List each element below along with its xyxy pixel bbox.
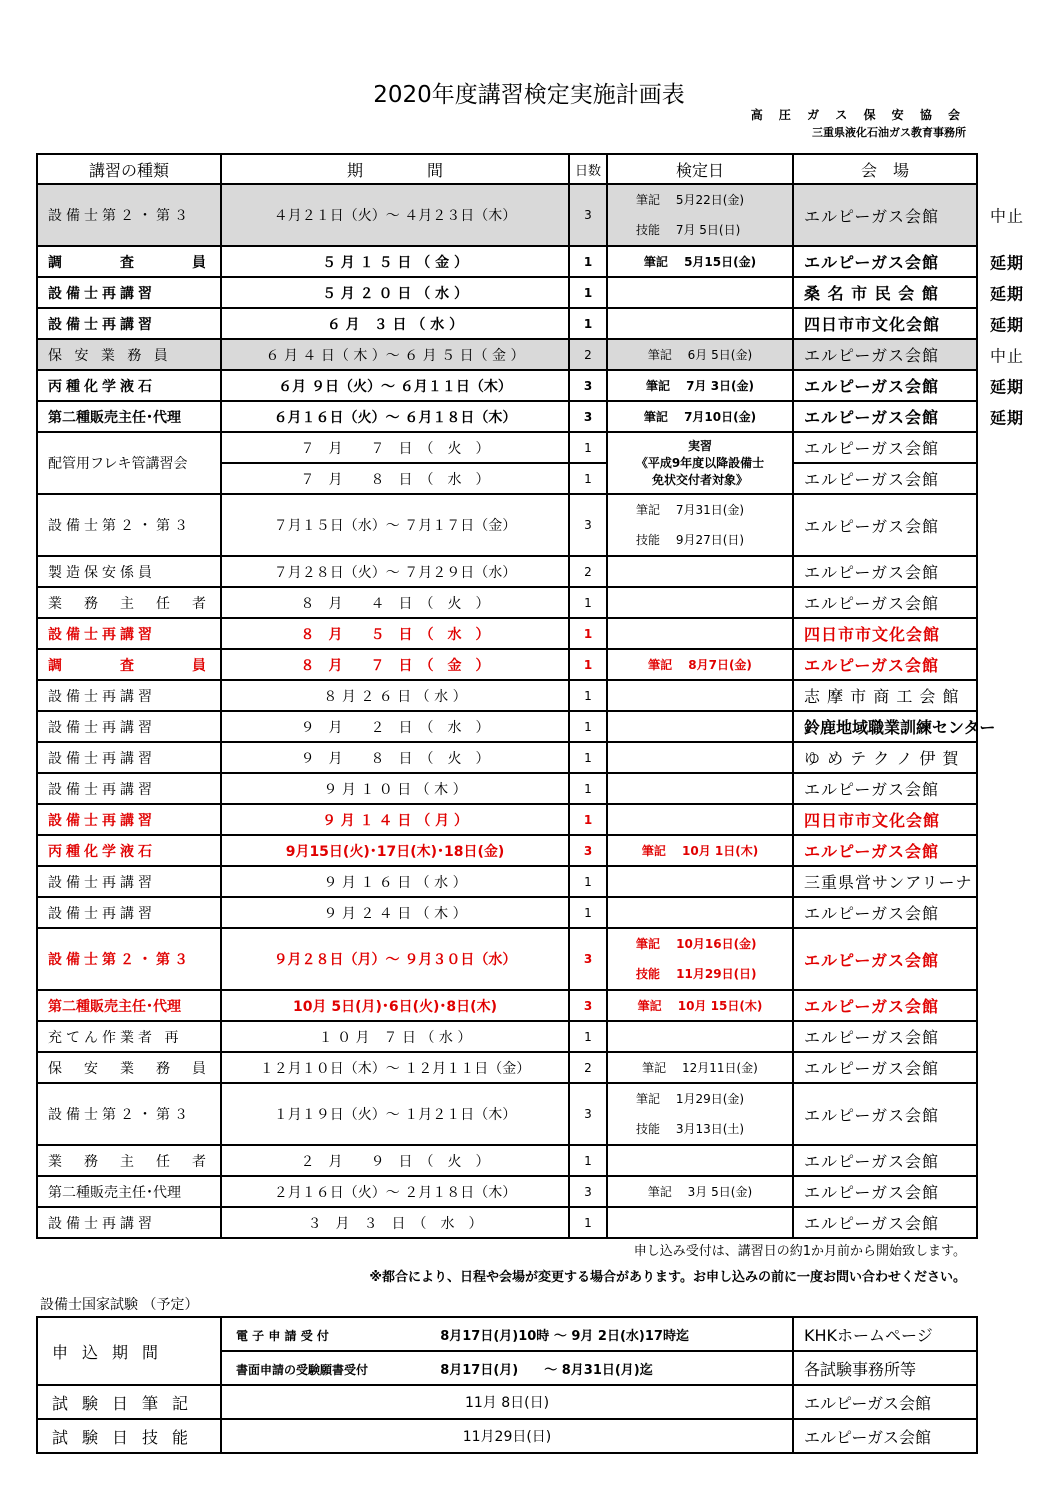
exam-row-practical [37,1419,977,1453]
days-cell: 3 [569,928,607,990]
table-row [37,308,977,339]
days-cell: 1 [569,277,607,308]
course-cell: 調 査 員 [37,246,221,277]
venue-cell: エルピーガス会館 [793,897,977,928]
paper-apply-venue: 各試験事務所等 [793,1351,977,1385]
e-apply-dates: 8月17日(月)10時 ～ 9月 2日(水)17時迄 [440,1328,689,1344]
inspection-cell [607,370,793,401]
table-row [37,773,977,804]
schedule-rows [37,184,1024,1238]
course-cell: 業 務 主 任 者 [37,587,221,618]
days-cell: 1 [569,1207,607,1238]
period-cell: ６ 月 ３ 日 （ 水 ） [221,308,569,339]
inspection-cell [607,556,793,587]
days-cell: 1 [569,1021,607,1052]
period-cell: ７月２８日（火）～ ７月２９日（水） [221,556,569,587]
days-cell: 3 [569,1176,607,1207]
days-cell: 3 [569,401,607,432]
days-cell: 2 [569,556,607,587]
course-cell: 設備士第２・第３ [37,1083,221,1145]
course-cell: 設備士再講習 [37,773,221,804]
table-header-row [37,154,977,184]
inspection-line: 筆記 7月31日(金) [636,503,745,517]
table-row [37,432,977,463]
period-cell: ２ 月 ９ 日 （ 火 ） [221,1145,569,1176]
header-inspection: 検定日 [607,154,793,184]
days-cell: 3 [569,184,607,246]
table-row [37,587,977,618]
days-cell: 1 [569,1145,607,1176]
venue-cell: 四日市市文化会館 [793,618,977,649]
table-row [37,649,977,680]
period-cell: ９ 月 １ ０ 日 （ 木 ） [221,773,569,804]
period-cell: 10月 5日(月)･6日(火)･8日(木) [221,990,569,1021]
inspection-line: 《平成9年度以降設備士 [635,455,765,470]
inspection-cell [607,804,793,835]
venue-cell: エルピーガス会館 [793,556,977,587]
venue-cell: エルピーガス会館 [793,928,977,990]
period-cell: ８ 月 ４ 日 （ 火 ） [221,587,569,618]
inspection-cell [607,990,793,1021]
course-cell: 第二種販売主任･代理 [37,990,221,1021]
written-exam-date: 11月 8日(日) [221,1385,793,1419]
days-cell: 1 [569,649,607,680]
course-cell: 設備士第２・第３ [37,184,221,246]
table-row [37,835,977,866]
inspection-line: 筆記 5月15日(金) [643,255,757,269]
written-exam-label: 試験日筆記 [37,1385,221,1419]
course-cell: 保 安 業 務 員 [37,1052,221,1083]
inspection-line: 筆記 10月 1日(木) [641,844,759,858]
inspection-line: 技能 9月27日(日) [636,533,745,547]
inspection-line: 筆記 7月10日(金) [643,410,757,424]
inspection-cell [607,1052,793,1083]
table-row [37,370,977,401]
inspection-cell [607,1145,793,1176]
inspection-line: 実習 [687,438,712,453]
days-cell: 1 [569,897,607,928]
days-cell: 3 [569,494,607,556]
days-cell: 2 [569,1052,607,1083]
inspection-cell [607,1083,793,1145]
schedule-table [36,153,1024,1239]
table-row [37,742,977,773]
footer-note: 申し込み受付は、講習日の約1か月前から開始致します。 [633,1244,966,1259]
table-row [37,1052,977,1083]
course-cell: 設備士再講習 [37,866,221,897]
exam-section-title: 設備士国家試験 （予定） [40,1297,199,1313]
table-row [37,897,977,928]
table-row [37,401,977,432]
period-cell: ８ 月 ７ 日 （ 金 ） [221,649,569,680]
status-note: 延期 [989,377,1024,396]
status-note: 中止 [989,346,1024,365]
course-cell: 設備士再講習 [37,680,221,711]
inspection-cell [607,649,793,680]
days-cell: 1 [569,804,607,835]
venue-cell: エルピーガス会館 [793,1176,977,1207]
venue-cell: 桑 名 市 民 会 館 延期 [793,277,977,308]
practical-exam-date: 11月29日(日) [221,1419,793,1453]
days-cell: 1 [569,773,607,804]
table-row [37,1176,977,1207]
period-cell: ９ 月 １ ６ 日 （ 水 ） [221,866,569,897]
inspection-cell [607,587,793,618]
inspection-line: 技能 7月 5日(日) [636,223,741,237]
table-row [37,928,977,990]
course-cell: 設備士再講習 [37,711,221,742]
table-row [37,680,977,711]
inspection-cell [607,308,793,339]
inspection-cell [607,866,793,897]
venue-cell: エルピーガス会館 [793,1021,977,1052]
exam-table [36,1316,978,1454]
table-row [37,184,977,246]
period-cell: ９ 月 １ ４ 日 （ 月 ） [221,804,569,835]
period-cell: ８ 月 ５ 日 （ 水 ） [221,618,569,649]
period-cell: １ ０ 月 ７ 日 （ 水 ） [221,1021,569,1052]
inspection-line: 技能 3月13日(土) [636,1122,745,1136]
e-apply-venue: KHKホームページ [793,1317,977,1351]
inspection-cell [607,277,793,308]
inspection-cell [607,897,793,928]
days-cell: 1 [569,432,607,463]
inspection-line: 免状交付者対象》 [651,472,748,487]
venue-cell: 四日市市文化会館 延期 [793,308,977,339]
course-cell: 調 査 員 [37,649,221,680]
course-cell: 保 安 業 務 員 [37,339,221,370]
venue-cell: エルピーガス会館 [793,1083,977,1145]
course-cell: 丙種化学液石 [37,370,221,401]
inspection-line: 筆記 1月29日(金) [636,1092,745,1106]
table-row [37,618,977,649]
course-cell: 製造保安係員 [37,556,221,587]
apply-period-label: 申込期間 [37,1317,221,1385]
table-row [37,866,977,897]
table-row [37,1083,977,1145]
paper-apply-label: 書面申請の受験願書受付 [236,1362,369,1377]
course-cell: 第二種販売主任･代理 [37,401,221,432]
venue-cell: エルピーガス会館 [793,494,977,556]
table-row [37,1145,977,1176]
status-note: 延期 [989,315,1024,334]
course-cell: 設備士再講習 [37,742,221,773]
venue-cell: 志 摩 市 商 工 会 館 [793,680,977,711]
course-cell: 充てん作業者 再 [37,1021,221,1052]
period-cell: ６ 月 ４ 日（ 木 ）～ ６ 月 ５ 日（ 金 ） [221,339,569,370]
venue-cell: 三重県営サンアリーナ [793,866,977,897]
period-cell: ２月１６日（火）～ ２月１８日（木） [221,1176,569,1207]
e-apply-cell [221,1317,793,1351]
venue-cell: エルピーガス会館 延期 [793,246,977,277]
inspection-line: 筆記 8月7日(金) [648,658,752,672]
exam-row-written [37,1385,977,1419]
status-note: 延期 [989,408,1024,427]
exam-row-e-apply [37,1317,977,1351]
table-row [37,246,977,277]
period-cell: ９ 月 ２ ４ 日 （ 木 ） [221,897,569,928]
inspection-cell [607,711,793,742]
inspection-line: 筆記 5月22日(金) [636,193,745,207]
paper-apply-cell [221,1351,793,1385]
period-cell: １２月１０日（木）～ １２月１１日（金） [221,1052,569,1083]
inspection-line: 筆記 12月11日(金) [642,1061,758,1075]
venue-cell: エルピーガス会館 [793,649,977,680]
course-cell: 設備士再講習 [37,897,221,928]
inspection-cell [607,432,793,494]
inspection-line: 技能 11月29日(日) [636,967,757,981]
venue-cell: エルピーガス会館 延期 [793,401,977,432]
days-cell: 3 [569,370,607,401]
practical-exam-venue: エルピーガス会館 [793,1419,977,1453]
period-cell: ５ 月 ２ ０ 日 （ 水 ） [221,277,569,308]
period-cell: ７ 月 ８ 日 （ 水 ） [221,463,569,494]
inspection-cell [607,1176,793,1207]
table-row [37,990,977,1021]
days-cell: 1 [569,463,607,494]
venue-cell: エルピーガス会館 [793,463,977,494]
course-cell: 設備士再講習 [37,804,221,835]
period-cell: ３ 月 ３ 日 （ 水 ） [221,1207,569,1238]
days-cell: 1 [569,680,607,711]
period-cell: ６月１６日（火）～ ６月１８日（木） [221,401,569,432]
venue-cell: エルピーガス会館 [793,1052,977,1083]
days-cell: 3 [569,1083,607,1145]
course-cell: 設備士第２・第３ [37,928,221,990]
period-cell: ７月１５日（水）～ ７月１７日（金） [221,494,569,556]
header-venue: 会 場 [793,154,977,184]
venue-cell: エルピーガス会館 [793,587,977,618]
inspection-cell [607,928,793,990]
inspection-cell [607,339,793,370]
table-row [37,804,977,835]
inspection-cell [607,773,793,804]
inspection-line: 筆記 10月16日(金) [636,937,757,951]
inspection-line: 筆記 3月 5日(金) [647,1185,753,1199]
inspection-line: 筆記 10月 15日(木) [637,999,763,1013]
status-note: 中止 [989,206,1024,226]
table-row [37,556,977,587]
table-row [37,1021,977,1052]
inspection-cell [607,1207,793,1238]
venue-cell: ゆ め テ ク ノ 伊 賀 [793,742,977,773]
course-cell: 設備士再講習 [37,618,221,649]
paper-apply-dates: 8月17日(月) ～ 8月31日(月)迄 [440,1362,653,1378]
course-cell: 第二種販売主任･代理 [37,1176,221,1207]
inspection-cell [607,680,793,711]
course-cell: 設備士第２・第３ [37,494,221,556]
venue-cell: エルピーガス会館 [793,835,977,866]
course-cell: 丙種化学液石 [37,835,221,866]
course-cell: 設備士再講習 [37,308,221,339]
inspection-line: 筆記 7月 3日(金) [645,379,755,393]
course-cell: 配管用フレキ管講習会 [37,432,221,494]
course-cell: 業 務 主 任 者 [37,1145,221,1176]
table-row [37,494,977,556]
period-cell: ９月２８日（月）～ ９月３０日（水） [221,928,569,990]
inspection-cell [607,742,793,773]
venue-cell: エルピーガス会館 中止 [793,184,977,246]
days-cell: 1 [569,866,607,897]
course-cell: 設備士再講習 [37,277,221,308]
days-cell: 1 [569,587,607,618]
table-row [37,277,977,308]
course-cell: 設備士再講習 [37,1207,221,1238]
status-note: 延期 [989,284,1024,303]
venue-cell: 四日市市文化会館 [793,804,977,835]
venue-cell: 鈴鹿地域職業訓練センター [793,711,977,742]
period-cell: ６月 ９日（火）～ ６月１１日（木） [221,370,569,401]
inspection-cell [607,618,793,649]
venue-cell: エルピーガス会館 [793,773,977,804]
period-cell: ５ 月 １ ５ 日 （ 金 ） [221,246,569,277]
table-row [37,339,977,370]
header-course: 講習の種類 [37,154,221,184]
days-cell: 1 [569,742,607,773]
inspection-cell [607,1021,793,1052]
inspection-cell [607,246,793,277]
inspection-line: 筆記 6月 5日(金) [647,348,753,362]
header-period: 期 間 [221,154,569,184]
inspection-cell [607,494,793,556]
header-days: 日数 [569,154,607,184]
organization-name: 高 圧 ガ ス 保 安 協 会 [750,108,966,122]
venue-cell: エルピーガス会館 [793,1207,977,1238]
days-cell: 1 [569,246,607,277]
period-cell: ９ 月 ２ 日 （ 水 ） [221,711,569,742]
days-cell: 3 [569,835,607,866]
period-cell: 9月15日(火)･17日(木)･18日(金) [221,835,569,866]
written-exam-venue: エルピーガス会館 [793,1385,977,1419]
inspection-cell [607,835,793,866]
venue-cell: エルピーガス会館 中止 [793,339,977,370]
days-cell: 1 [569,308,607,339]
period-cell: １月１９日（火）～ １月２１日（木） [221,1083,569,1145]
days-cell: 3 [569,990,607,1021]
venue-cell: エルピーガス会館 [793,990,977,1021]
days-cell: 1 [569,618,607,649]
office-name: 三重県液化石油ガス教育事務所 [812,126,966,139]
e-apply-label: 電 子 申 請 受 付 [236,1328,329,1343]
period-cell: ７ 月 ７ 日 （ 火 ） [221,432,569,463]
venue-cell: エルピーガス会館 延期 [793,370,977,401]
practical-exam-label: 試験日技能 [37,1419,221,1453]
days-cell: 1 [569,711,607,742]
status-note: 延期 [989,253,1024,272]
page-title: 2020年度講習検定実施計画表 [373,82,685,108]
inspection-cell [607,184,793,246]
days-cell: 2 [569,339,607,370]
table-row [37,711,977,742]
footer-warning: ※都合により、日程や会場が変更する場合があります。お申し込みの前に一度お問い合わせください。 [369,1270,966,1285]
table-row [37,1207,977,1238]
venue-cell: エルピーガス会館 [793,1145,977,1176]
period-cell: ８ 月 ２ ６ 日 （ 水 ） [221,680,569,711]
period-cell: ９ 月 ８ 日 （ 火 ） [221,742,569,773]
venue-cell: エルピーガス会館 [793,432,977,463]
inspection-cell [607,401,793,432]
period-cell: ４月２１日（火）～ ４月２３日（木） [221,184,569,246]
